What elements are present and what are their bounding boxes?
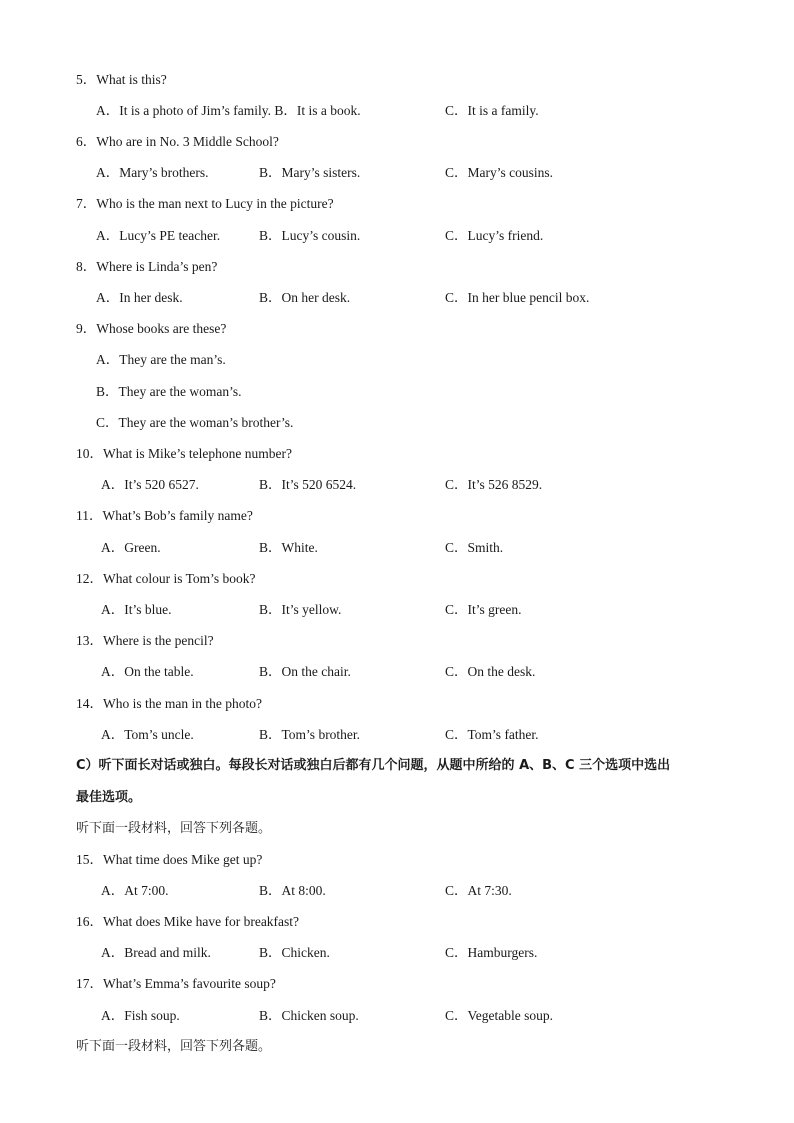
question-12-option-b: B．It’s yellow. — [259, 602, 342, 617]
question-13-stem: 13．Where is the pencil? — [76, 633, 214, 648]
question-15-option-b: B．At 8:00. — [259, 883, 326, 898]
question-11-stem: 11．What’s Bob’s family name? — [76, 508, 253, 523]
question-8-option-a: A．In her desk. — [96, 290, 183, 305]
question-12-stem: 12．What colour is Tom’s book? — [76, 571, 256, 586]
question-5-stem: 5．What is this? — [76, 72, 167, 87]
section-c-heading-line1: C）听下面长对话或独白。每段长对话或独白后都有几个问题，从题中所给的 A、B、C 三个选项中选出 — [76, 758, 671, 773]
question-13-option-a: A．On the table. — [101, 664, 194, 679]
question-14-stem: 14．Who is the man in the photo? — [76, 696, 262, 711]
question-12-option-a: A．It’s blue. — [101, 602, 172, 617]
question-15-option-c: C．At 7:30. — [445, 883, 512, 898]
question-16-stem: 16．What does Mike have for breakfast? — [76, 914, 300, 929]
question-17-option-c: C．Vegetable soup. — [445, 1008, 553, 1023]
question-10-option-b: B．It’s 520 6524. — [259, 477, 357, 492]
listening-instruction-1: 听下面一段材料，回答下列各题。 — [76, 821, 272, 836]
question-16-option-b: B．Chicken. — [259, 945, 330, 960]
question-10-option-a: A．It’s 520 6527. — [101, 477, 199, 492]
question-8-option-c: C．In her blue pencil box. — [445, 290, 590, 305]
question-6-option-c: C．Mary’s cousins. — [445, 165, 553, 180]
question-9-option-a: A．They are the man’s. — [96, 352, 226, 367]
question-7-option-b: B．Lucy’s cousin. — [259, 228, 361, 243]
question-10-option-c: C．It’s 526 8529. — [445, 477, 543, 492]
question-17-option-a: A．Fish soup. — [101, 1008, 180, 1023]
question-15-stem: 15．What time does Mike get up? — [76, 852, 263, 867]
question-6-option-a: A．Mary’s brothers. — [96, 165, 209, 180]
question-7-stem: 7．Who is the man next to Lucy in the picture? — [76, 196, 334, 211]
question-6-stem: 6．Who are in No. 3 Middle School? — [76, 134, 279, 149]
question-14-option-c: C．Tom’s father. — [445, 727, 539, 742]
question-11-option-c: C．Smith. — [445, 540, 504, 555]
question-13-option-b: B．On the chair. — [259, 664, 351, 679]
question-9-option-b: B．They are the woman’s. — [96, 384, 242, 399]
question-5-option-a-b: A．It is a photo of Jim’s family. B．It is a book. — [96, 103, 361, 118]
question-13-option-c: C．On the desk. — [445, 664, 536, 679]
question-14-option-a: A．Tom’s uncle. — [101, 727, 194, 742]
question-16-option-a: A．Bread and milk. — [101, 945, 211, 960]
question-17-stem: 17．What’s Emma’s favourite soup? — [76, 976, 276, 991]
question-15-option-a: A．At 7:00. — [101, 883, 169, 898]
question-8-option-b: B．On her desk. — [259, 290, 351, 305]
question-9-stem: 9．Whose books are these? — [76, 321, 227, 336]
question-16-option-c: C．Hamburgers. — [445, 945, 538, 960]
question-8-stem: 8．Where is Linda’s pen? — [76, 259, 218, 274]
question-11-option-b: B．White. — [259, 540, 318, 555]
question-7-option-a: A．Lucy’s PE teacher. — [96, 228, 221, 243]
question-12-option-c: C．It’s green. — [445, 602, 522, 617]
question-17-option-b: B．Chicken soup. — [259, 1008, 359, 1023]
question-11-option-a: A．Green. — [101, 540, 161, 555]
listening-instruction-2: 听下面一段材料，回答下列各题。 — [76, 1039, 272, 1054]
section-c-heading-line2: 最佳选项。 — [76, 790, 142, 805]
question-9-option-c: C．They are the woman’s brother’s. — [96, 415, 294, 430]
question-7-option-c: C．Lucy’s friend. — [445, 228, 544, 243]
question-14-option-b: B．Tom’s brother. — [259, 727, 361, 742]
question-5-option-c: C．It is a family. — [445, 103, 539, 118]
question-6-option-b: B．Mary’s sisters. — [259, 165, 361, 180]
question-10-stem: 10．What is Mike’s telephone number? — [76, 446, 292, 461]
